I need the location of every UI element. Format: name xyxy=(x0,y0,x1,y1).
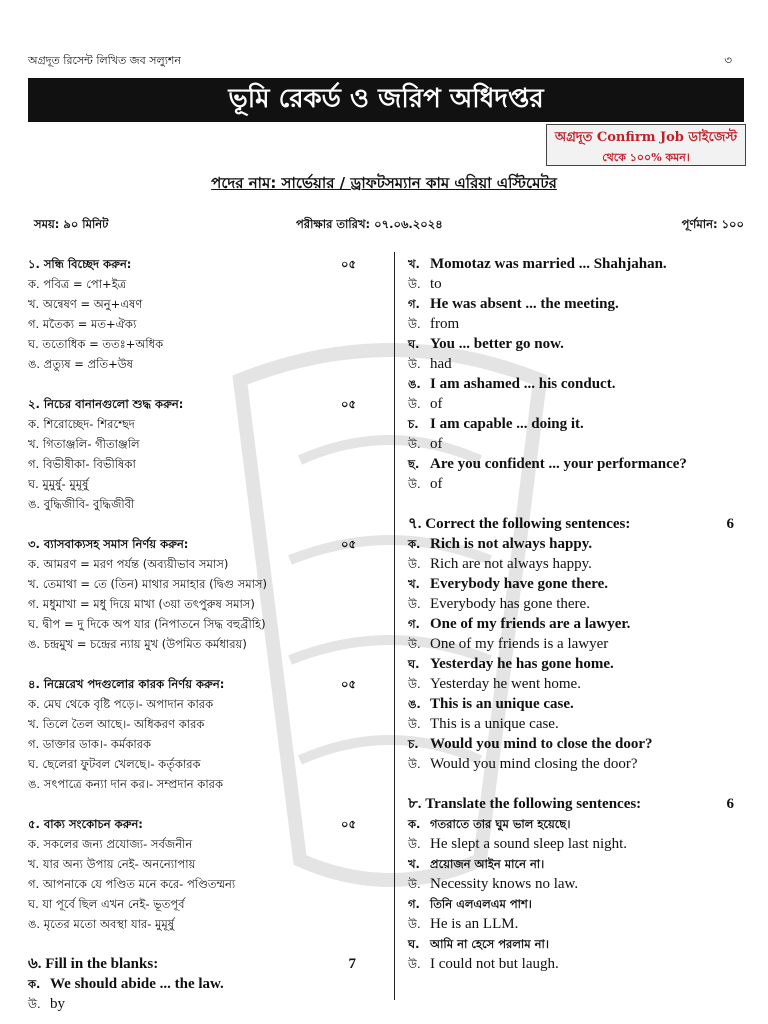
answer-line xyxy=(28,874,366,894)
item-text: by xyxy=(50,996,65,1012)
answer-line xyxy=(28,734,366,754)
item-text: ক. সকলের জন্য প্রযোজ্য- সর্বজনীন xyxy=(28,837,193,851)
question-item xyxy=(408,734,744,754)
question-marks: 6 xyxy=(726,796,734,812)
item-text: He is an LLM. xyxy=(430,916,519,932)
item-text: Would you mind to close the door? xyxy=(430,736,653,752)
answer-item xyxy=(408,834,744,854)
item-label: ঘ. xyxy=(408,337,420,351)
question-item xyxy=(408,334,744,354)
item-text: ঘ. ছেলেরা ফুটবল খেলছে।- কর্তৃকারক xyxy=(28,757,201,771)
item-label: খ. xyxy=(408,857,420,871)
item-text: খ. অন্বেষণ = অনু+এষণ xyxy=(28,297,143,311)
section-gap xyxy=(28,514,366,534)
page-title: ভূমি রেকর্ড ও জরিপ অধিদপ্তর xyxy=(228,84,544,114)
item-text: Are you confident ... your performance? xyxy=(430,456,687,472)
item-text: তিনি এলএলএম পাশ। xyxy=(430,897,532,911)
item-text: Everybody have gone there. xyxy=(430,576,609,592)
question-item xyxy=(408,254,744,274)
item-label: উ. xyxy=(408,957,421,971)
title-banner xyxy=(28,78,744,122)
answer-item xyxy=(408,354,744,374)
item-text: খ. যার অন্য উপায় নেই- অনন্যোপায় xyxy=(28,857,196,871)
answer-line xyxy=(28,434,366,454)
item-label: উ. xyxy=(408,837,421,851)
item-text: আমি না হেসে পরলাম না। xyxy=(430,937,549,951)
item-label: উ. xyxy=(408,677,421,691)
exam-date: পরীক্ষার তারিখ: ০৭.০৬.২০২৪ xyxy=(296,217,443,231)
item-text: I am ashamed ... his conduct. xyxy=(430,376,616,392)
item-text: This is an unique case. xyxy=(430,696,574,712)
item-text: of xyxy=(430,476,443,492)
question-heading xyxy=(28,954,366,974)
answer-item xyxy=(408,954,744,974)
item-text: গ. মধুমাখা = মধু দিয়ে মাখা (৩য়া তৎপুরুষ সমাস) xyxy=(28,597,255,611)
answer-item xyxy=(408,594,744,614)
answer-item xyxy=(408,674,744,694)
answer-item xyxy=(408,874,744,894)
question-marks: ০৫ xyxy=(341,677,356,691)
answer-line xyxy=(28,574,366,594)
item-label: ক. xyxy=(28,977,41,991)
item-text: ঙ. বুদ্ধিজীবি- বুদ্ধিজীবী xyxy=(28,497,135,511)
answer-line xyxy=(28,634,366,654)
answer-item xyxy=(408,474,744,494)
item-label: উ. xyxy=(408,637,421,651)
question-item xyxy=(408,294,744,314)
item-text: খ. গিতাঞ্জলি- গীতাঞ্জলি xyxy=(28,437,140,451)
item-text: Rich are not always happy. xyxy=(430,556,592,572)
answer-item xyxy=(28,994,366,1014)
item-label: গ. xyxy=(408,617,420,631)
question-item xyxy=(408,414,744,434)
item-label: চ. xyxy=(408,417,419,431)
item-label: উ. xyxy=(408,717,421,731)
answer-item xyxy=(408,314,744,334)
item-label: ঘ. xyxy=(408,657,420,671)
item-text: Momotaz was married ... Shahjahan. xyxy=(430,256,667,272)
answer-line xyxy=(28,614,366,634)
item-text: ঙ. চন্দ্রমুখ = চন্দ্রের ন্যায় মুখ (উপমিত কর্মধারয়) xyxy=(28,637,247,651)
section-gap xyxy=(28,794,366,814)
section-gap xyxy=(28,934,366,954)
question-marks: ০৫ xyxy=(341,257,356,271)
question-item xyxy=(408,654,744,674)
item-label: উ. xyxy=(408,557,421,571)
item-text: Rich is not always happy. xyxy=(430,536,593,552)
question-item xyxy=(408,574,744,594)
question-marks: ০৫ xyxy=(341,537,356,551)
answer-line xyxy=(28,494,366,514)
item-text: ঘ. মুমুর্ষু- মুমূর্ষু xyxy=(28,477,89,491)
item-text: ঙ. মৃতের মতো অবস্থা যার- মুমূর্ষু xyxy=(28,917,175,931)
item-text: ক. মেঘ থেকে বৃষ্টি পড়ে।- অপাদান কারক xyxy=(28,697,214,711)
item-text: This is a unique case. xyxy=(430,716,559,732)
item-label: উ. xyxy=(408,597,421,611)
answer-line xyxy=(28,274,366,294)
item-text: ঘ. ততোধিক = ততঃ+অধিক xyxy=(28,337,164,351)
item-text: গ. আপনাকে যে পণ্ডিত মনে করে- পণ্ডিতম্মন্য xyxy=(28,877,236,891)
question-heading xyxy=(28,534,366,554)
item-label: চ. xyxy=(408,737,419,751)
item-text: He slept a sound sleep last night. xyxy=(430,836,628,852)
item-text: One of my friends is a lawyer xyxy=(430,636,609,652)
item-text: Necessity knows no law. xyxy=(430,876,579,892)
answer-line xyxy=(28,854,366,874)
item-text: of xyxy=(430,396,443,412)
item-label: গ. xyxy=(408,897,420,911)
item-text: ৩. ব্যাসবাক্যসহ সমাস নির্ণয় করুন: xyxy=(28,537,189,551)
item-text: Would you mind closing the door? xyxy=(430,756,638,772)
item-text: গতরাতে তার ঘুম ভাল হয়েছে। xyxy=(430,817,571,831)
question-marks: ০৫ xyxy=(341,397,356,411)
answer-line xyxy=(28,474,366,494)
item-label: ক. xyxy=(408,817,421,831)
item-text: had xyxy=(430,356,452,372)
answer-item xyxy=(408,434,744,454)
item-text: I am capable ... doing it. xyxy=(430,416,584,432)
item-text: ঘ. দ্বীপ = দু দিকে অপ যার (নিপাতনে সিদ্ধ বহুব্রীহি) xyxy=(28,617,266,631)
item-label: উ. xyxy=(408,757,421,771)
post-name: পদের নাম: সার্ভেয়ার / ড্রাফটসম্যান কাম এরিয়া এস্টিমেটর xyxy=(211,174,557,192)
item-text: ৫. বাক্য সংকোচন করুন: xyxy=(28,817,143,831)
item-text: ঙ. সৎপাত্রে কন্যা দান কর।- সম্প্রদান কারক xyxy=(28,777,224,791)
answer-line xyxy=(28,454,366,474)
section-gap xyxy=(408,774,744,794)
question-heading xyxy=(28,814,366,834)
item-text: ক. আমরণ = মরণ পর্যন্ত (অব্যয়ীভাব সমাস) xyxy=(28,557,229,571)
item-label: উ. xyxy=(28,997,41,1011)
question-marks: 7 xyxy=(348,956,356,972)
full-marks: পূর্ণমান: ১০০ xyxy=(681,217,744,231)
exam-time: সময়: ৯০ মিনিট xyxy=(34,217,109,231)
answer-line xyxy=(28,554,366,574)
item-label: উ. xyxy=(408,437,421,451)
item-label: উ. xyxy=(408,877,421,891)
stamp-line-2: থেকে ১০০% কমন। xyxy=(602,151,690,164)
question-item xyxy=(408,454,744,474)
question-item xyxy=(408,814,744,834)
question-item xyxy=(408,694,744,714)
source-header: অগ্রদূত রিসেন্ট লিখিত জব সল্যুশন xyxy=(28,54,181,67)
item-text: to xyxy=(430,276,442,292)
answer-item xyxy=(408,914,744,934)
stamp-line-1: অগ্রদূত Confirm Job ডাইজেস্ট xyxy=(554,130,738,145)
question-heading xyxy=(28,254,366,274)
item-label: খ. xyxy=(408,577,420,591)
item-label: খ. xyxy=(408,257,420,271)
item-label: উ. xyxy=(408,357,421,371)
question-item xyxy=(408,934,744,954)
item-label: উ. xyxy=(408,917,421,931)
item-label: ঙ. xyxy=(408,377,421,391)
answer-line xyxy=(28,414,366,434)
answer-item xyxy=(408,714,744,734)
item-text: খ. তিলে তৈল আছে।- অধিকরণ কারক xyxy=(28,717,205,731)
item-text: He was absent ... the meeting. xyxy=(430,296,619,312)
item-text: ঙ. প্রত্যুষ = প্রতি+উষ xyxy=(28,357,134,371)
page-number: ৩ xyxy=(724,53,732,67)
item-text: from xyxy=(430,316,460,332)
item-text: গ. মতৈক্য = মত+ঐক্য xyxy=(28,317,137,331)
item-label: ছ. xyxy=(408,457,420,471)
item-text: I could not but laugh. xyxy=(430,956,559,972)
answer-line xyxy=(28,774,366,794)
item-text: Yesterday he went home. xyxy=(430,676,581,692)
item-text: গ. ডাক্তার ডাক।- কর্মকারক xyxy=(28,737,152,751)
answer-line xyxy=(28,354,366,374)
item-label: উ. xyxy=(408,397,421,411)
item-text: You ... better go now. xyxy=(430,336,564,352)
item-text: ১. সন্ধি বিচ্ছেদ করুন: xyxy=(28,257,132,271)
question-item xyxy=(408,614,744,634)
item-text: গ. বিভীষীকা- বিভীষিকা xyxy=(28,457,136,471)
item-text: ৮. Translate the following sentences: xyxy=(408,796,642,812)
section-gap xyxy=(408,494,744,514)
item-text: প্রয়োজন আইন মানে না। xyxy=(430,857,545,871)
column-divider xyxy=(394,252,395,1000)
question-marks: ০৫ xyxy=(341,817,356,831)
section-gap xyxy=(28,654,366,674)
item-text: খ. তেমাথা = তে (তিন) মাথার সমাহার (দ্বিগু সমাস) xyxy=(28,577,267,591)
answer-line xyxy=(28,314,366,334)
question-heading xyxy=(28,394,366,414)
section-gap xyxy=(28,374,366,394)
question-item xyxy=(408,374,744,394)
question-heading xyxy=(408,794,744,814)
item-label: ক. xyxy=(408,537,421,551)
item-text: One of my friends are a lawyer. xyxy=(430,616,631,632)
item-text: We should abide ... the law. xyxy=(50,976,224,992)
answer-line xyxy=(28,714,366,734)
item-text: ৭. Correct the following sentences: xyxy=(408,516,631,532)
item-text: ঘ. যা পূর্বে ছিল এখন নেই- ভূতপূর্ব xyxy=(28,897,185,911)
item-text: Everybody has gone there. xyxy=(430,596,590,612)
question-heading xyxy=(28,674,366,694)
item-text: ৬. Fill in the blanks: xyxy=(28,956,159,972)
answer-line xyxy=(28,694,366,714)
left-column xyxy=(28,254,366,1014)
answer-line xyxy=(28,294,366,314)
answer-item xyxy=(408,554,744,574)
answer-item xyxy=(408,394,744,414)
question-item xyxy=(28,974,366,994)
item-label: গ. xyxy=(408,297,420,311)
item-text: ক. শিরোচ্ছেদ- শিরশ্ছেদ xyxy=(28,417,135,431)
item-label: উ. xyxy=(408,277,421,291)
answer-item xyxy=(408,634,744,654)
item-label: ঘ. xyxy=(408,937,420,951)
item-text: ২. নিচের বানানগুলো শুদ্ধ করুন: xyxy=(28,397,184,411)
answer-line xyxy=(28,754,366,774)
item-text: Yesterday he has gone home. xyxy=(430,656,614,672)
item-text: ক. পবিত্র = পো+ইত্র xyxy=(28,277,127,291)
item-label: উ. xyxy=(408,477,421,491)
answer-line xyxy=(28,834,366,854)
question-marks: 6 xyxy=(726,516,734,532)
question-item xyxy=(408,854,744,874)
question-heading xyxy=(408,514,744,534)
answer-line xyxy=(28,914,366,934)
answer-line xyxy=(28,594,366,614)
question-item xyxy=(408,894,744,914)
answer-item xyxy=(408,754,744,774)
item-label: ঙ. xyxy=(408,697,421,711)
answer-item xyxy=(408,274,744,294)
item-label: উ. xyxy=(408,317,421,331)
right-column xyxy=(408,254,744,974)
item-text: of xyxy=(430,436,443,452)
confirm-stamp xyxy=(546,124,746,166)
answer-line xyxy=(28,334,366,354)
answer-line xyxy=(28,894,366,914)
question-item xyxy=(408,534,744,554)
item-text: ৪. নিম্নেরেখ পদগুলোর কারক নির্ণয় করুন: xyxy=(28,677,225,691)
